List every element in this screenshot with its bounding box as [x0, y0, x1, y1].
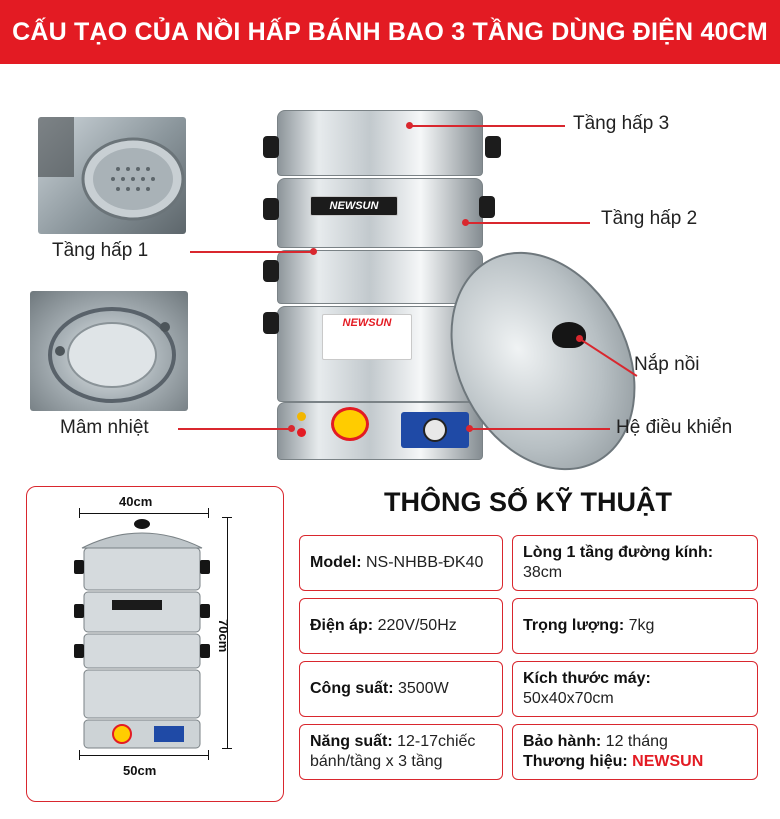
callout-lid: Nắp nồi	[634, 354, 700, 375]
spec-warranty-label: Bảo hành:	[523, 733, 602, 750]
spec-capacity	[299, 724, 503, 780]
callout-layer3: Tầng hấp 3	[573, 113, 670, 134]
callout-layer1: Tầng hấp 1	[52, 240, 149, 261]
spec-size	[512, 661, 758, 717]
spec-capacity-label: Năng suất:	[310, 733, 393, 750]
spec-weight-value: 7kg	[628, 617, 655, 634]
brand-badge-lower	[325, 316, 409, 330]
dimension-box	[26, 486, 284, 802]
spec-power	[299, 661, 503, 717]
spec-brand-label: Thương hiệu:	[523, 753, 628, 770]
spec-voltage	[299, 598, 503, 654]
spec-weight-label: Trọng lượng:	[523, 617, 625, 634]
dimension-pot-illustration	[72, 514, 212, 749]
callout-dot-heat-tray	[288, 425, 295, 432]
spec-brand-value: NEWSUN	[632, 753, 704, 770]
specs-title: THÔNG SỐ KỸ THUẬT	[384, 487, 672, 517]
dimension-arrow-bottom	[79, 755, 209, 756]
callout-line-control	[470, 428, 610, 430]
callout-dot-lid	[576, 335, 583, 342]
spec-power-value: 3500W	[398, 680, 449, 697]
brand-badge-upper-text: NEWSUN	[329, 200, 379, 212]
callout-line-layer2	[466, 222, 590, 224]
spec-diameter	[512, 535, 758, 591]
spec-weight	[512, 598, 758, 654]
callout-line-heat-tray	[178, 428, 290, 430]
spec-diameter-value: 38cm	[523, 564, 563, 581]
spec-diameter-label: Lòng 1 tầng đường kính:	[523, 544, 714, 561]
callout-line-layer1	[190, 251, 312, 253]
dimension-width-bottom: 50cm	[123, 763, 157, 778]
spec-capacity-value: 12-17chiếc bánh/tầng x 3 tầng	[310, 733, 476, 770]
spec-size-label: Kích thước máy:	[523, 670, 651, 687]
callout-line-layer3	[410, 125, 565, 127]
brand-badge-upper	[313, 198, 395, 214]
callout-layer2: Tầng hấp 2	[601, 208, 698, 229]
callout-heat-tray: Mâm nhiệt	[60, 417, 149, 438]
callout-dot-layer2	[462, 219, 469, 226]
callout-control: Hệ điều khiển	[616, 417, 733, 438]
callout-dot-control	[466, 425, 473, 432]
spec-model-value: NS-NHBB-ĐK40	[366, 554, 484, 571]
brand-badge-lower-text: NEWSUN	[342, 317, 392, 329]
spec-model	[299, 535, 503, 591]
spec-warranty-value: 12 tháng	[605, 733, 668, 750]
spec-voltage-value: 220V/50Hz	[377, 617, 457, 634]
spec-size-value: 50x40x70cm	[523, 690, 614, 707]
spec-warranty-brand	[512, 724, 758, 780]
dimension-width-top: 40cm	[119, 494, 153, 509]
callout-dot-layer3	[406, 122, 413, 129]
spec-model-label: Model:	[310, 554, 362, 571]
spec-voltage-label: Điện áp:	[310, 617, 374, 634]
page-title: CẤU TẠO CỦA NỒI HẤP BÁNH BAO 3 TẦNG DÙNG ĐIỆN 40CM	[12, 17, 768, 46]
callout-dot-layer1	[310, 248, 317, 255]
dimension-height: 70cm	[216, 619, 231, 653]
spec-power-label: Công suất:	[310, 680, 394, 697]
